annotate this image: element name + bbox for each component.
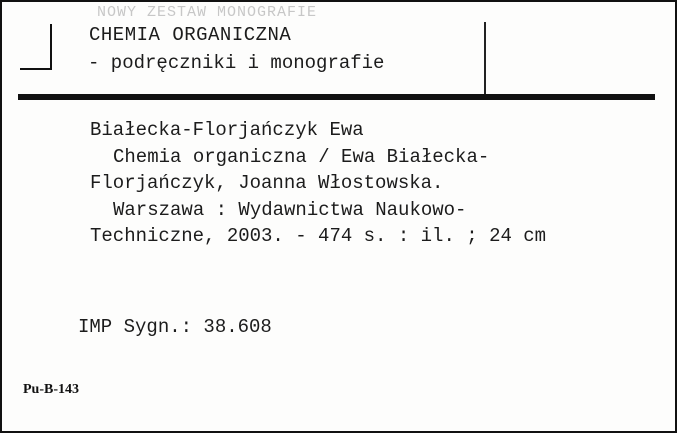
publication-continuation-line: Techniczne, 2003. - 474 s. : il. ; 24 cm: [90, 225, 547, 247]
heading-separator-bar: [18, 94, 655, 100]
subject-heading-subtitle: - podręczniki i monografie: [88, 52, 385, 74]
heading-divider-vertical: [484, 22, 486, 94]
corner-mark-horizontal: [20, 68, 52, 70]
library-stamp: Pu-B-143: [23, 382, 79, 397]
call-number: IMP Sygn.: 38.608: [78, 316, 272, 338]
title-continuation-line: Florjańczyk, Joanna Włostowska.: [90, 172, 444, 194]
faded-overprint-text: NOWY ZESTAW MONOGRAFIE: [97, 4, 318, 21]
corner-mark-vertical: [50, 24, 52, 70]
subject-heading-title: CHEMIA ORGANICZNA: [89, 24, 292, 46]
publication-line: Warszawa : Wydawnictwa Naukowo-: [113, 198, 467, 221]
bibliographic-description: [90, 117, 546, 250]
title-line: Chemia organiczna / Ewa Białecka-: [113, 145, 490, 168]
author-line: Białecka-Florjańczyk Ewa: [90, 119, 364, 141]
